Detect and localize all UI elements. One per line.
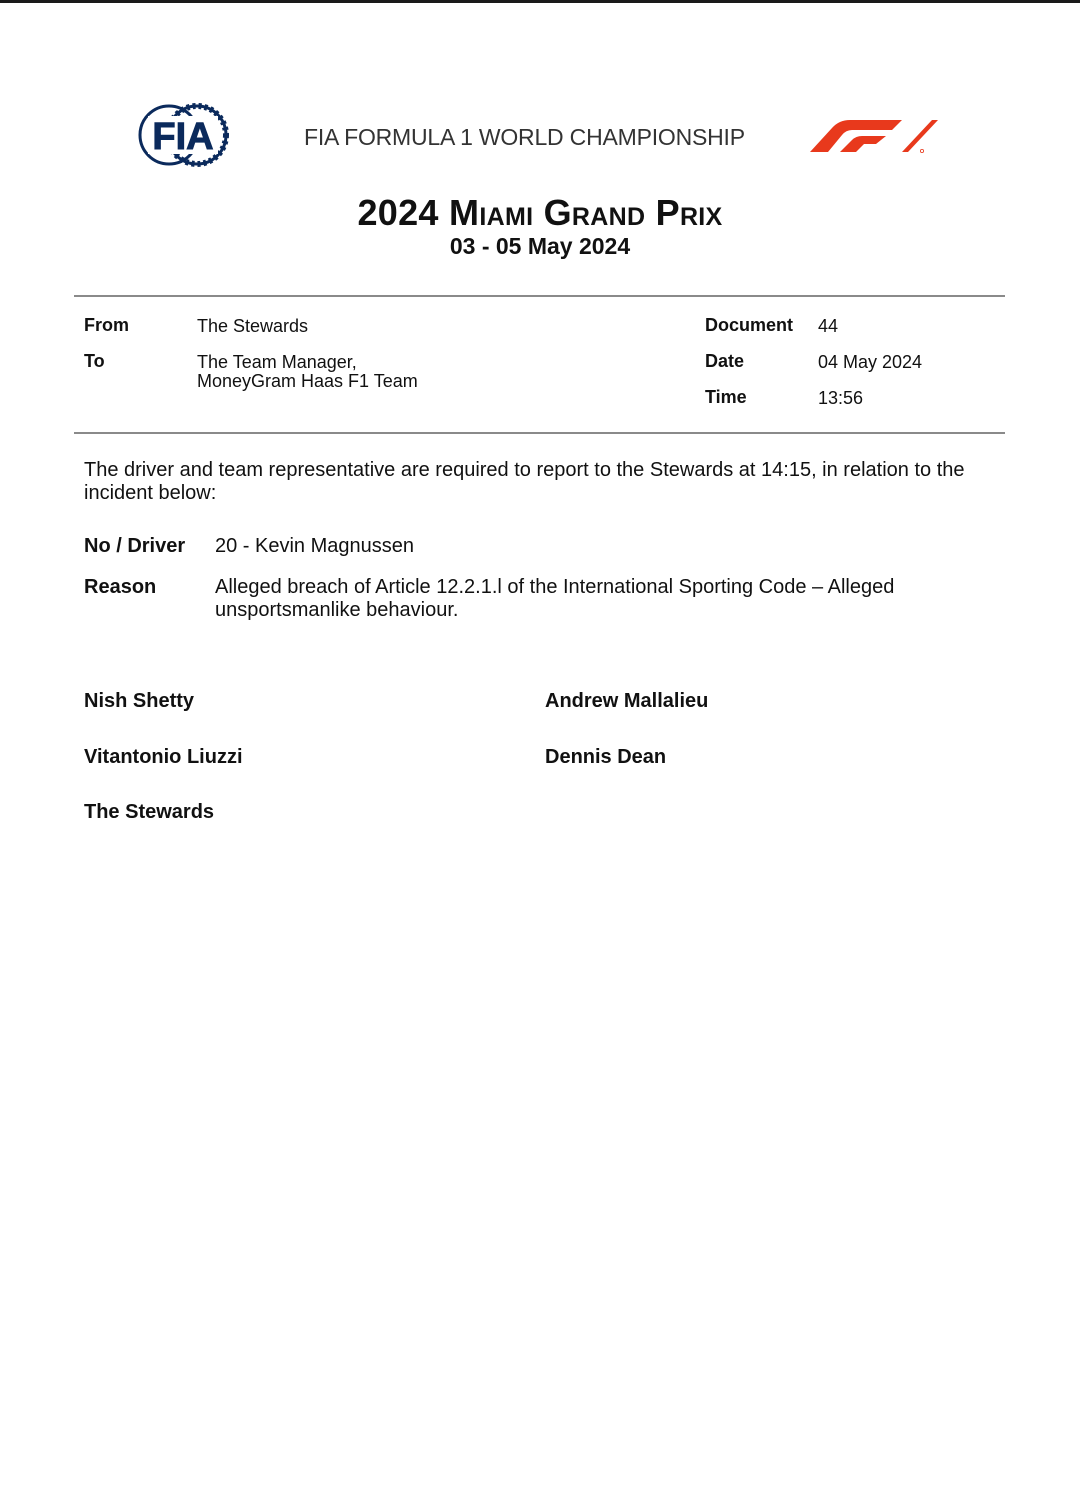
divider-top — [74, 295, 1005, 297]
f1-logo-icon — [806, 114, 942, 156]
to-value-line1: The Team Manager, — [197, 352, 357, 372]
document-value: 44 — [818, 316, 839, 336]
championship-title: FIA FORMULA 1 WORLD CHAMPIONSHIP — [304, 124, 745, 150]
date-value: 04 May 2024 — [818, 352, 923, 372]
driver-value: 20 - Kevin Magnussen — [215, 535, 415, 557]
stewards-signoff: The Stewards — [84, 801, 215, 823]
reason-value: Alleged breach of Article 12.2.1.l of the International Sporting Code – Alleged unsportsmanlike behaviour. — [215, 576, 895, 621]
svg-text:FIA: FIA — [152, 116, 214, 158]
document-label: Document — [705, 315, 794, 335]
event-title: 2024 Miami Grand Prix — [357, 192, 723, 233]
reason-label: Reason — [84, 576, 157, 598]
from-label: From — [84, 315, 129, 335]
divider-bottom — [74, 432, 1005, 434]
to-value-line2: MoneyGram Haas F1 Team — [197, 371, 418, 391]
steward-name: Vitantonio Liuzzi — [84, 746, 243, 768]
event-dates: 03 - 05 May 2024 — [449, 233, 631, 259]
intro-paragraph: The driver and team representative are required to report to the Stewards at 14:15, in relation to the incident below: — [84, 459, 965, 504]
steward-name: Andrew Mallalieu — [545, 690, 709, 712]
time-value: 13:56 — [818, 388, 864, 408]
fia-logo-icon — [136, 102, 230, 168]
steward-name: Dennis Dean — [545, 746, 667, 768]
from-value: The Stewards — [197, 316, 309, 336]
driver-label: No / Driver — [84, 535, 186, 557]
time-label: Time — [705, 387, 747, 407]
date-label: Date — [705, 351, 745, 371]
to-label: To — [84, 351, 105, 371]
steward-name: Nish Shetty — [84, 690, 195, 712]
top-border — [0, 0, 1080, 3]
